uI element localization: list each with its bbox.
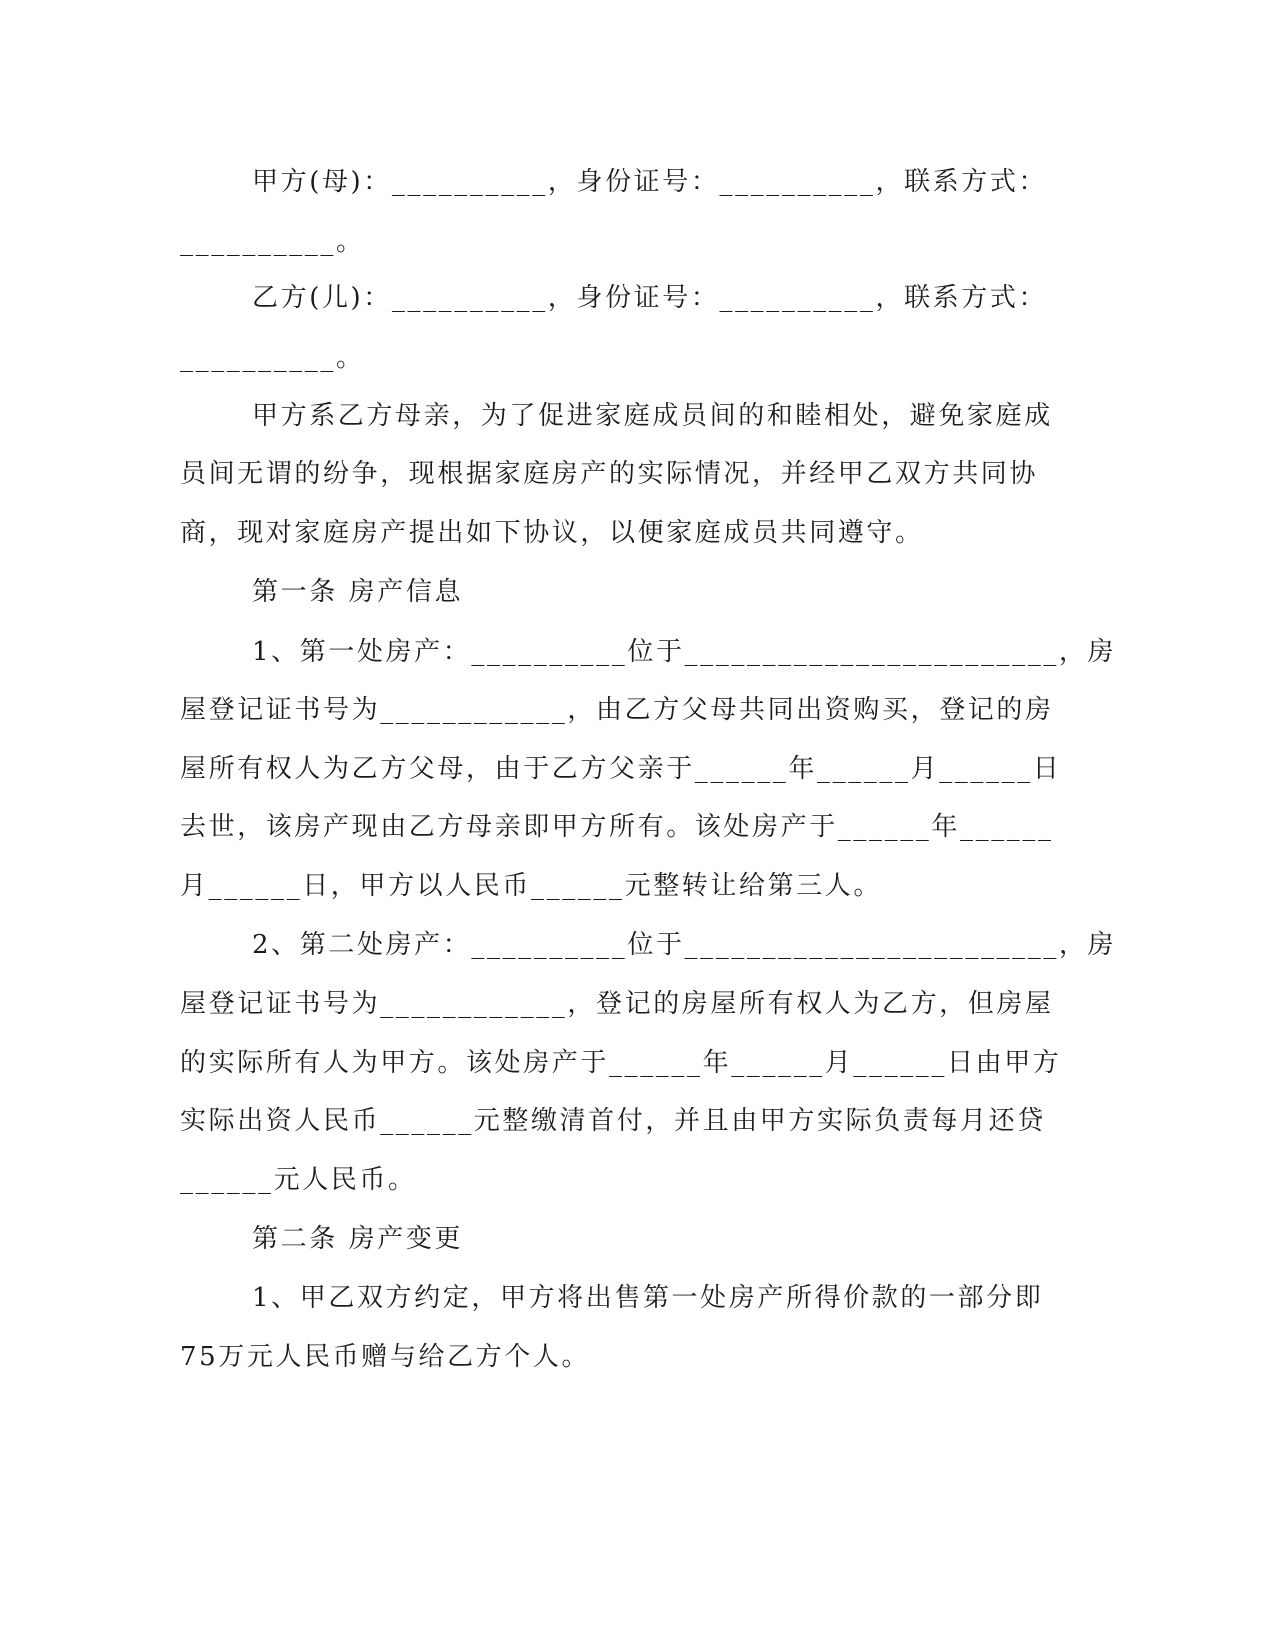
property-2-line-5: ______元人民币。: [180, 1165, 417, 1195]
preamble-line-3: 商，现对家庭房产提出如下协议，以便家庭成员共同遵守。: [180, 518, 924, 548]
property-2-line-3: 的实际所有人为甲方。该处房产于______年______月______日由甲方: [180, 1048, 1062, 1078]
change-1-line-1: 1、甲乙双方约定，甲方将出售第一处房产所得价款的一部分即: [252, 1283, 1044, 1313]
preamble-line-1: 甲方系乙方母亲，为了促进家庭成员间的和睦相处，避免家庭成: [252, 401, 1053, 431]
property-1-line-3: 屋所有权人为乙方父母，由于乙方父亲于______年______月______日: [180, 754, 1062, 784]
property-1-line-4: 去世，该房产现由乙方母亲即甲方所有。该处房产于______年______: [180, 812, 1054, 842]
party-a-line-cont: __________。: [180, 227, 365, 257]
preamble-line-2: 员间无谓的纷争，现根据家庭房产的实际情况，并经甲乙双方共同协: [180, 459, 1039, 489]
property-2-line-1: 2、第二处房产：__________位于________________________，房: [252, 930, 1117, 960]
property-2-line-4: 实际出资人民币______元整缴清首付，并且由甲方实际负责每月还贷: [180, 1106, 1046, 1136]
property-1-line-2: 屋登记证书号为____________，由乙方父母共同出资购买，登记的房: [180, 695, 1054, 725]
property-1-line-1: 1、第一处房产：__________位于________________________，房: [252, 637, 1117, 667]
change-1-line-2: 75万元人民币赠与给乙方个人。: [180, 1342, 591, 1372]
property-1-line-5: 月______日，甲方以人民币______元整转让给第三人。: [180, 871, 883, 901]
article-1-heading: 第一条 房产信息: [252, 577, 464, 607]
party-a-line: 甲方(母)：__________，身份证号：__________，联系方式：: [252, 167, 1048, 197]
party-b-line-cont: __________。: [180, 343, 365, 373]
article-2-heading: 第二条 房产变更: [252, 1224, 464, 1254]
party-b-line: 乙方(儿)：__________，身份证号：__________，联系方式：: [252, 283, 1048, 313]
property-2-line-2: 屋登记证书号为____________，登记的房屋所有权人为乙方，但房屋: [180, 989, 1054, 1019]
